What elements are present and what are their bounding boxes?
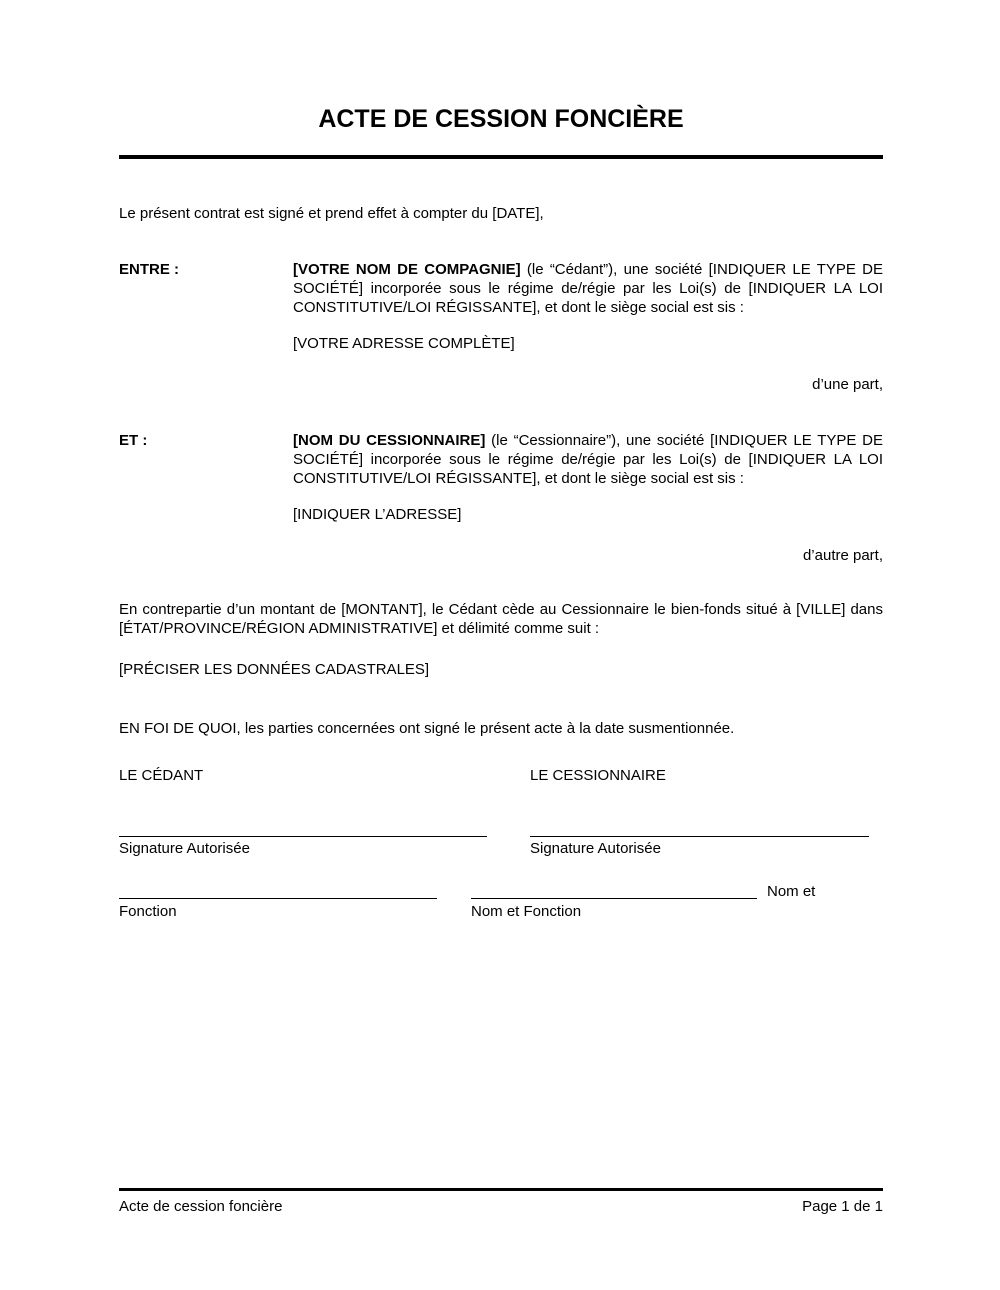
party-heading-cedant: LE CÉDANT [119, 767, 204, 784]
footer-page-number: Page 1 de 1 [802, 1198, 883, 1215]
consideration-paragraph: En contrepartie d’un montant de [MONTANT], le Cédant cède au Cessionnaire le bien-fonds situé à [VILLE] dans [ÉTAT/PROVINCE/RÉGION ADMINISTRATIVE] et délimité comme suit : [119, 601, 883, 637]
name-function-lines-row [119, 880, 883, 899]
name-function-label-cessionnaire: Nom et Fonction [471, 903, 582, 920]
signature-label-cessionnaire: Signature Autorisée [530, 840, 661, 857]
address-placeholder-cedant: [VOTRE ADRESSE COMPLÈTE] [293, 335, 515, 352]
title-rule [119, 155, 883, 159]
name-function-line-cedant [119, 883, 437, 899]
party-label-entre: ENTRE : [119, 261, 179, 278]
signature-line-cessionnaire [530, 821, 869, 837]
signature-line-cedant [119, 821, 487, 837]
name-function-labels-row [119, 902, 883, 921]
party-block-cedant [119, 260, 883, 394]
signature-lines-row [119, 821, 883, 837]
party-heading-cessionnaire: LE CESSIONNAIRE [530, 767, 666, 784]
party-label-et: ET : [119, 432, 148, 449]
cadastral-placeholder: [PRÉCISER LES DONNÉES CADASTRALES] [119, 661, 430, 678]
footer-document-name: Acte de cession foncière [119, 1198, 283, 1215]
intro-paragraph: Le présent contrat est signé et prend effet à compter du [DATE], [119, 205, 544, 222]
party-description-text-cessionnaire: (le “Cessionnaire”), une société [INDIQUER LE TYPE DE SOCIÉTÉ] incorporée sous le régime de/régie par les Loi(s) de [INDIQUER LA LOI CONSTITUTIVE/LOI RÉGISSANTE], et dont le siège social est sis : [293, 432, 884, 487]
party-description-cessionnaire [293, 431, 883, 488]
party-block-cessionnaire [119, 431, 883, 565]
party-name-placeholder-cedant: [VOTRE NOM DE COMPAGNIE] [293, 261, 521, 278]
signature-headings-row [119, 766, 883, 785]
name-line-suffix: Nom et [767, 883, 816, 900]
part-designation-autre-part: d’autre part, [802, 547, 883, 564]
party-description-text-cedant: (le “Cédant”), une société [INDIQUER LE TYPE DE SOCIÉTÉ] incorporée sous le régime de/régie par les Loi(s) de [INDIQUER LA LOI CONSTITUTIVE/LOI RÉGISSANTE], et dont le siège social est sis : [293, 261, 883, 316]
page-footer [119, 1188, 883, 1216]
party-name-placeholder-cessionnaire: [NOM DU CESSIONNAIRE] [293, 432, 486, 449]
signature-label-cedant: Signature Autorisée [119, 840, 250, 857]
document-title: ACTE DE CESSION FONCIÈRE [318, 105, 684, 133]
witness-clause: EN FOI DE QUOI, les parties concernées ont signé le présent acte à la date susmentionnée. [119, 720, 735, 737]
name-function-label-cedant: Fonction [119, 903, 177, 920]
address-placeholder-cessionnaire: [INDIQUER L’ADRESSE] [293, 506, 462, 523]
part-designation-une-part: d’une part, [812, 376, 883, 393]
party-description-cedant [293, 260, 883, 317]
name-function-line-cessionnaire [471, 883, 757, 899]
signature-labels-row [119, 839, 883, 858]
